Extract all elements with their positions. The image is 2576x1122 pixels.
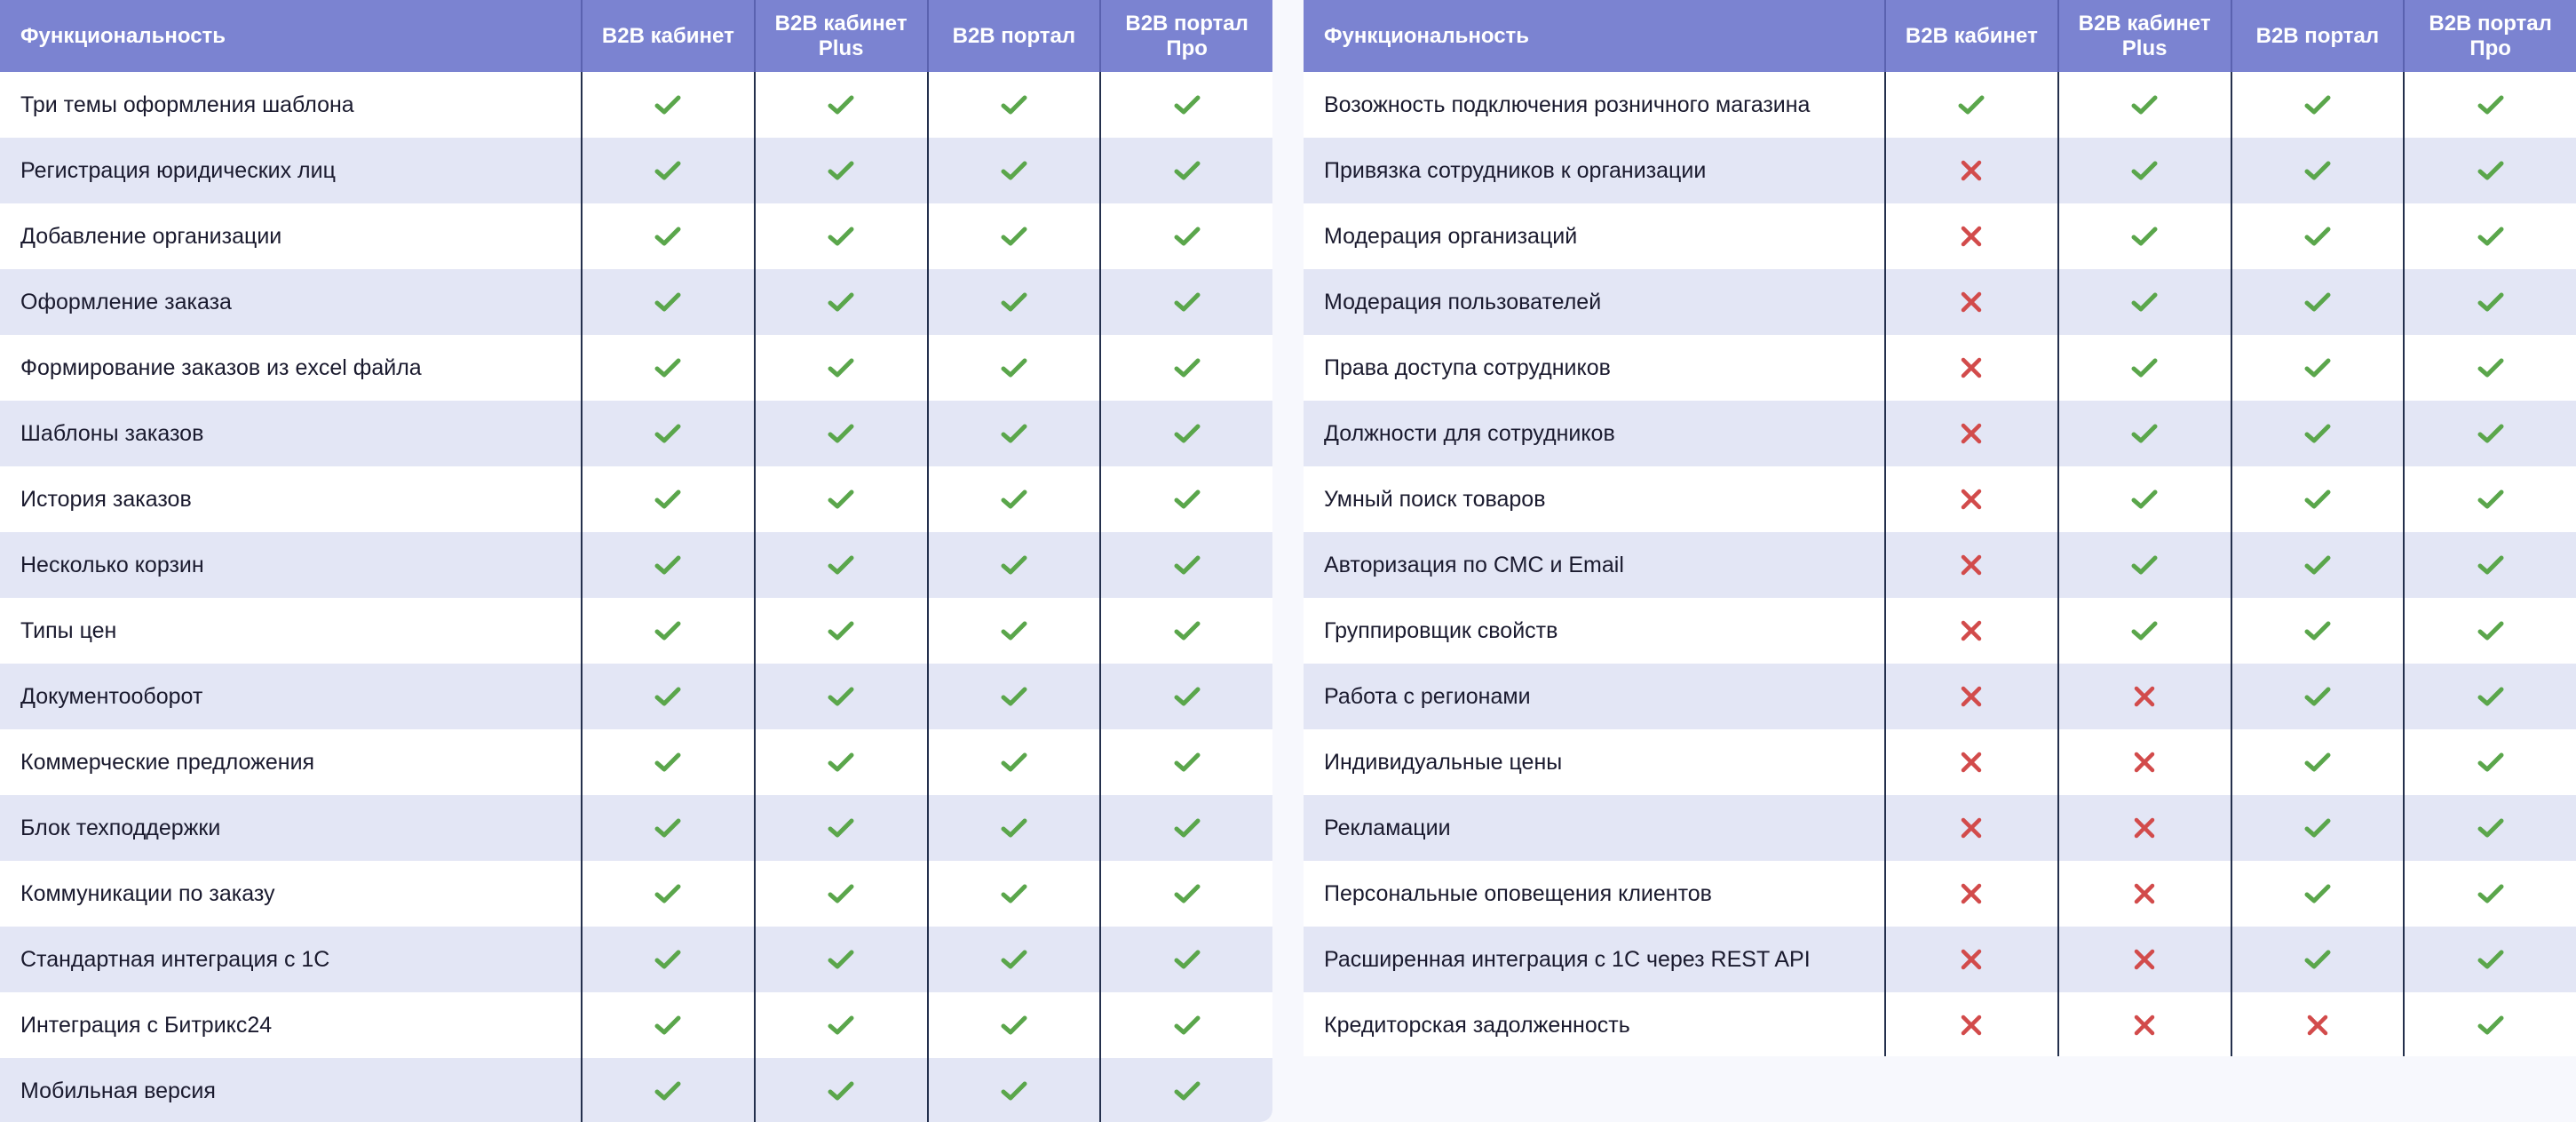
check-icon (754, 729, 927, 795)
check-icon (927, 664, 1100, 729)
check-icon (2057, 401, 2231, 466)
check-icon (581, 1058, 754, 1122)
header-plan-column: B2B портал (927, 0, 1100, 72)
cross-icon (1884, 598, 2057, 664)
check-icon (1099, 335, 1272, 401)
check-icon (2057, 269, 2231, 335)
table-row (0, 203, 1272, 269)
check-icon (927, 401, 1100, 466)
check-icon (581, 927, 754, 992)
check-icon (927, 72, 1100, 138)
check-icon (2231, 664, 2404, 729)
check-icon (581, 72, 754, 138)
feature-name: Расширенная интеграция с 1С через REST API (1324, 946, 1811, 972)
table-row (1304, 927, 2576, 992)
check-icon (581, 532, 754, 598)
table-row (1304, 861, 2576, 927)
table-row (0, 992, 1272, 1058)
cross-icon (1884, 401, 2057, 466)
cross-icon (1884, 532, 2057, 598)
table-row (0, 664, 1272, 729)
check-icon (754, 72, 927, 138)
table-row (0, 138, 1272, 203)
check-icon (927, 927, 1100, 992)
feature-name: Несколько корзин (20, 552, 204, 577)
check-icon (1099, 72, 1272, 138)
cross-icon (2057, 664, 2231, 729)
feature-name: Документооборот (20, 683, 203, 709)
feature-name: Стандартная интеграция с 1С (20, 946, 330, 972)
cross-icon (1884, 861, 2057, 927)
check-icon (2231, 203, 2404, 269)
feature-name: Типы цен (20, 617, 117, 643)
check-icon (2403, 729, 2576, 795)
table-row (1304, 664, 2576, 729)
check-icon (927, 532, 1100, 598)
cross-icon (1884, 664, 2057, 729)
check-icon (581, 401, 754, 466)
check-icon (2403, 138, 2576, 203)
check-icon (927, 335, 1100, 401)
feature-name: Должности для сотрудников (1324, 420, 1615, 446)
feature-table-right (1304, 0, 2576, 1056)
check-icon (927, 203, 1100, 269)
table-row (0, 269, 1272, 335)
table-header-row (0, 0, 1272, 72)
feature-name: Коммерческие предложения (20, 749, 315, 775)
check-icon (581, 138, 754, 203)
table-row (0, 72, 1272, 138)
cross-icon (1884, 795, 2057, 861)
check-icon (1099, 927, 1272, 992)
check-icon (927, 269, 1100, 335)
table-row (0, 532, 1272, 598)
feature-name: Интеграция с Битрикс24 (20, 1012, 273, 1038)
cross-icon (2231, 992, 2404, 1056)
feature-table-left (0, 0, 1272, 1122)
check-icon (2403, 795, 2576, 861)
check-icon (2231, 795, 2404, 861)
check-icon (2057, 335, 2231, 401)
table-row (0, 335, 1272, 401)
check-icon (1099, 861, 1272, 927)
check-icon (2231, 598, 2404, 664)
header-plan-column: B2B кабинет Plus (2057, 0, 2231, 72)
feature-name: Три темы оформления шаблона (20, 92, 354, 117)
check-icon (2057, 72, 2231, 138)
check-icon (754, 269, 927, 335)
check-icon (1099, 729, 1272, 795)
check-icon (927, 861, 1100, 927)
check-icon (1099, 138, 1272, 203)
table-row (1304, 335, 2576, 401)
table-row (1304, 138, 2576, 203)
check-icon (754, 1058, 927, 1122)
feature-name: Рекламации (1324, 815, 1451, 840)
check-icon (2057, 203, 2231, 269)
cross-icon (1884, 138, 2057, 203)
header-feature-column: Функциональность (20, 23, 226, 48)
check-icon (2403, 335, 2576, 401)
cross-icon (1884, 466, 2057, 532)
table-row (1304, 466, 2576, 532)
table-row (0, 927, 1272, 992)
cross-icon (2057, 992, 2231, 1056)
check-icon (754, 138, 927, 203)
check-icon (2403, 401, 2576, 466)
header-plan-column: B2B кабинет Plus (754, 0, 927, 72)
check-icon (581, 335, 754, 401)
feature-name: Формирование заказов из excel файла (20, 354, 422, 380)
feature-name: Модерация пользователей (1324, 289, 1602, 314)
check-icon (927, 729, 1100, 795)
check-icon (754, 335, 927, 401)
check-icon (1099, 203, 1272, 269)
check-icon (581, 992, 754, 1058)
check-icon (754, 401, 927, 466)
table-row (0, 795, 1272, 861)
check-icon (2231, 927, 2404, 992)
check-icon (1884, 72, 2057, 138)
feature-name: Добавление организации (20, 223, 282, 249)
header-plan-column: B2B портал (2231, 0, 2404, 72)
feature-name: Блок техподдержки (20, 815, 221, 840)
feature-name: Шаблоны заказов (20, 420, 204, 446)
cross-icon (2057, 861, 2231, 927)
check-icon (581, 203, 754, 269)
check-icon (2231, 335, 2404, 401)
table-row (1304, 992, 2576, 1056)
check-icon (2403, 466, 2576, 532)
check-icon (754, 664, 927, 729)
feature-name: Умный поиск товаров (1324, 486, 1546, 512)
table-header-row (1304, 0, 2576, 72)
check-icon (1099, 664, 1272, 729)
check-icon (1099, 532, 1272, 598)
check-icon (2403, 532, 2576, 598)
table-row (0, 401, 1272, 466)
feature-name: Индивидуальные цены (1324, 749, 1563, 775)
check-icon (2057, 532, 2231, 598)
feature-name: Привязка сотрудников к организации (1324, 157, 1707, 183)
header-plan-column: B2B кабинет (1884, 0, 2057, 72)
feature-name: Модерация организаций (1324, 223, 1578, 249)
check-icon (2231, 138, 2404, 203)
feature-name: Оформление заказа (20, 289, 232, 314)
check-icon (2231, 466, 2404, 532)
check-icon (754, 861, 927, 927)
check-icon (927, 1058, 1100, 1122)
cross-icon (1884, 729, 2057, 795)
feature-name: Возожность подключения розничного магазина (1324, 92, 1811, 117)
check-icon (2057, 466, 2231, 532)
check-icon (581, 466, 754, 532)
check-icon (2231, 729, 2404, 795)
check-icon (2231, 72, 2404, 138)
check-icon (754, 598, 927, 664)
check-icon (1099, 598, 1272, 664)
check-icon (2403, 861, 2576, 927)
feature-name: Мобильная версия (20, 1078, 216, 1103)
check-icon (754, 532, 927, 598)
header-plan-column: B2B кабинет (581, 0, 754, 72)
table-row (0, 729, 1272, 795)
table-row (1304, 532, 2576, 598)
table-row (1304, 729, 2576, 795)
check-icon (581, 598, 754, 664)
cross-icon (1884, 992, 2057, 1056)
check-icon (754, 927, 927, 992)
cross-icon (2057, 795, 2231, 861)
check-icon (581, 795, 754, 861)
cross-icon (1884, 269, 2057, 335)
table-row (0, 598, 1272, 664)
table-row (1304, 269, 2576, 335)
check-icon (2403, 927, 2576, 992)
check-icon (2231, 401, 2404, 466)
cross-icon (2057, 729, 2231, 795)
feature-name: История заказов (20, 486, 192, 512)
feature-name: Кредиторская задолженность (1324, 1012, 1630, 1038)
check-icon (1099, 401, 1272, 466)
table-row (0, 1058, 1272, 1122)
check-icon (754, 795, 927, 861)
check-icon (581, 861, 754, 927)
feature-name: Авторизация по СМС и Email (1324, 552, 1624, 577)
check-icon (2231, 861, 2404, 927)
cross-icon (1884, 203, 2057, 269)
table-row (1304, 72, 2576, 138)
feature-name: Персональные оповещения клиентов (1324, 880, 1712, 906)
check-icon (1099, 1058, 1272, 1122)
check-icon (2403, 269, 2576, 335)
check-icon (2403, 72, 2576, 138)
check-icon (754, 992, 927, 1058)
table-row (1304, 795, 2576, 861)
check-icon (2403, 664, 2576, 729)
header-plan-column: B2B портал Про (1099, 0, 1272, 72)
check-icon (927, 466, 1100, 532)
check-icon (2403, 598, 2576, 664)
table-row (1304, 598, 2576, 664)
check-icon (1099, 992, 1272, 1058)
cross-icon (1884, 927, 2057, 992)
table-row (0, 861, 1272, 927)
cross-icon (2057, 927, 2231, 992)
check-icon (1099, 466, 1272, 532)
check-icon (754, 466, 927, 532)
check-icon (2403, 203, 2576, 269)
cross-icon (1884, 335, 2057, 401)
check-icon (1099, 795, 1272, 861)
feature-name: Регистрация юридических лиц (20, 157, 336, 183)
check-icon (581, 729, 754, 795)
table-row (1304, 401, 2576, 466)
feature-name: Работа с регионами (1324, 683, 1531, 709)
check-icon (927, 138, 1100, 203)
check-icon (581, 664, 754, 729)
check-icon (2403, 992, 2576, 1056)
table-row (0, 466, 1272, 532)
check-icon (2057, 138, 2231, 203)
check-icon (1099, 269, 1272, 335)
table-row (1304, 203, 2576, 269)
check-icon (927, 795, 1100, 861)
feature-name: Права доступа сотрудников (1324, 354, 1611, 380)
check-icon (927, 992, 1100, 1058)
feature-name: Коммуникации по заказу (20, 880, 275, 906)
check-icon (2057, 598, 2231, 664)
check-icon (581, 269, 754, 335)
check-icon (2231, 269, 2404, 335)
check-icon (927, 598, 1100, 664)
check-icon (2231, 532, 2404, 598)
feature-name: Группировщик свойств (1324, 617, 1558, 643)
check-icon (754, 203, 927, 269)
header-plan-column: B2B портал Про (2403, 0, 2576, 72)
header-feature-column: Функциональность (1324, 23, 1530, 48)
